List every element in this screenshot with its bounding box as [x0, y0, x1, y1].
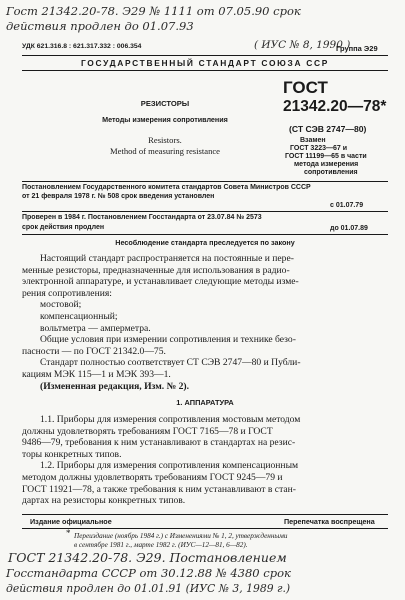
clause-1-1-line-1: 1.1. Приборы для измерения сопротивления мостовым методом	[40, 414, 301, 425]
decree-date-1: с 01.07.79	[330, 202, 364, 209]
subtitle-ru: Методы измерения сопротивления	[102, 115, 228, 124]
decree-text-1: Постановлением Государственного комитета стандартов Совета Министров СССР	[22, 184, 311, 191]
reprint-prohibited: Перепечатка воспрещена	[284, 517, 375, 526]
subtitle-en: Method of measuring resistance	[109, 146, 220, 156]
section-text	[22, 414, 392, 507]
title-en: Resistors.	[148, 135, 182, 145]
method-voltmeter-ammeter: вольтметра — амперметра.	[40, 322, 151, 334]
group-label: Группа Э29	[336, 44, 378, 53]
clause-1-1-line-2: должны удовлетворять требованиям ГОСТ 7165—78 и ГОСТ	[22, 425, 273, 437]
sev-reference: (СТ СЭВ 2747—80)	[289, 124, 367, 134]
gost-number: 21342.20—78*	[283, 98, 387, 115]
compliance-line-2: кациям МЭК 115—1 и МЭК 393—1.	[22, 368, 171, 380]
decree-rule-mid	[22, 211, 388, 212]
decree-rule-bottom	[22, 234, 388, 235]
header-rule-top	[22, 55, 388, 56]
replaces-line-1: ГОСТ 3223—67 и	[290, 145, 348, 152]
replaces-line-2: ГОСТ 11199—65 в части	[285, 153, 367, 160]
gost-label: ГОСТ	[283, 78, 328, 97]
udc-code: УДК 621.316.8 : 621.317.332 : 006.354	[22, 43, 142, 50]
decree-text-3: Проверен в 1984 г. Постановлением Госстандарта от 23.07.84 № 2573	[22, 214, 262, 221]
clause-1-2-line-2: методом должны удовлетворять требованиям ГОСТ 9245—79 и	[22, 471, 283, 483]
intro-line-1: Настоящий стандарт распространяется на постоянные и пере-	[40, 253, 294, 264]
clause-1-2-line-1: 1.2. Приборы для измерения сопротивления компенсационным	[40, 460, 299, 472]
footer-rule-2	[22, 528, 388, 529]
compliance-line-1: Стандарт полностью соответствует СТ СЭВ 2747—80 и Публи-	[40, 357, 301, 369]
doc-type: РЕЗИСТОРЫ	[140, 99, 190, 108]
clause-1-2-line-4: дартах на резисторы конкретных типов.	[22, 495, 186, 507]
replaces-line-3: метода измерения	[294, 161, 359, 168]
decree-text-4: срок действия продлен	[22, 224, 105, 231]
conditions-line-1: Общие условия при измерении сопротивления и технике безо-	[40, 334, 296, 346]
handwritten-note-bottom-line2: Госстандарта СССР от 30.12.88 № 4380 срок	[6, 566, 291, 580]
intro-line-4: рения сопротивления:	[22, 287, 112, 299]
reprint-star-icon: *	[66, 528, 71, 538]
legal-warning: Несоблюдение стандарта преследуется по закону	[115, 238, 295, 247]
intro-line-2: менные резисторы, предназначенные для использования в радио-	[22, 264, 290, 276]
header-rule-bottom	[22, 70, 388, 71]
clause-1-1-line-3: 9486—79, требования к ним устанавливают в стандартах на резис-	[22, 437, 296, 449]
method-compensation: компенсационный;	[40, 310, 118, 322]
clause-1-2-line-3: ГОСТ 11921—78, а также требования к ним устанавливают в стан-	[22, 483, 296, 495]
decree-date-2: до 01.07.89	[330, 225, 368, 232]
reprint-note-line-2: в сентябре 1981 г., марте 1982 г. (ИУС—12—81, 6—82).	[74, 541, 248, 549]
intro-line-3: электронной аппаратуре, и устанавливает следующие методы изме-	[22, 276, 299, 288]
standard-banner: ГОСУДАРСТВЕННЫЙ СТАНДАРТ СОЮЗА ССР	[80, 58, 330, 68]
reprint-note-line-1: Переиздание (ноябрь 1984 г.) с Изменениями № 1, 2, утвержденными	[74, 532, 288, 540]
clause-1-1-line-4: торы конкретных типов.	[22, 448, 122, 460]
replaces-label: Взамен	[300, 137, 326, 144]
handwritten-note-top-line1: Гост 21342.20-78. Э29 № 1111 от 07.05.90 срок	[6, 4, 301, 18]
amendment-note: (Измененная редакция, Изм. № 2).	[40, 380, 190, 392]
footer-rule	[22, 514, 388, 515]
replaces-line-4: сопротивления	[304, 169, 358, 176]
body-text	[22, 253, 392, 392]
section-heading: 1. АППАРАТУРА	[176, 398, 234, 407]
official-edition: Издание официальное	[30, 517, 112, 526]
handwritten-note-top-issue: ( ИУС № 8, 1990 )	[254, 39, 351, 51]
decree-text-2: от 21 февраля 1978 г. № 508 срок введения установлен	[22, 193, 215, 200]
handwritten-note-bottom-line3: действия продлен до 01.01.91 (ИУС № 3, 1989 г.)	[6, 582, 291, 595]
handwritten-note-top-line2: действия продлен до 01.07.93	[6, 19, 194, 33]
method-bridge: мостовой;	[40, 299, 82, 311]
conditions-line-2: пасности — по ГОСТ 21342.0—75.	[22, 345, 166, 357]
decree-rule-top	[22, 181, 388, 182]
handwritten-note-bottom-line1: ГОСТ 21342.20-78. Э29. Постановлением	[8, 550, 287, 565]
